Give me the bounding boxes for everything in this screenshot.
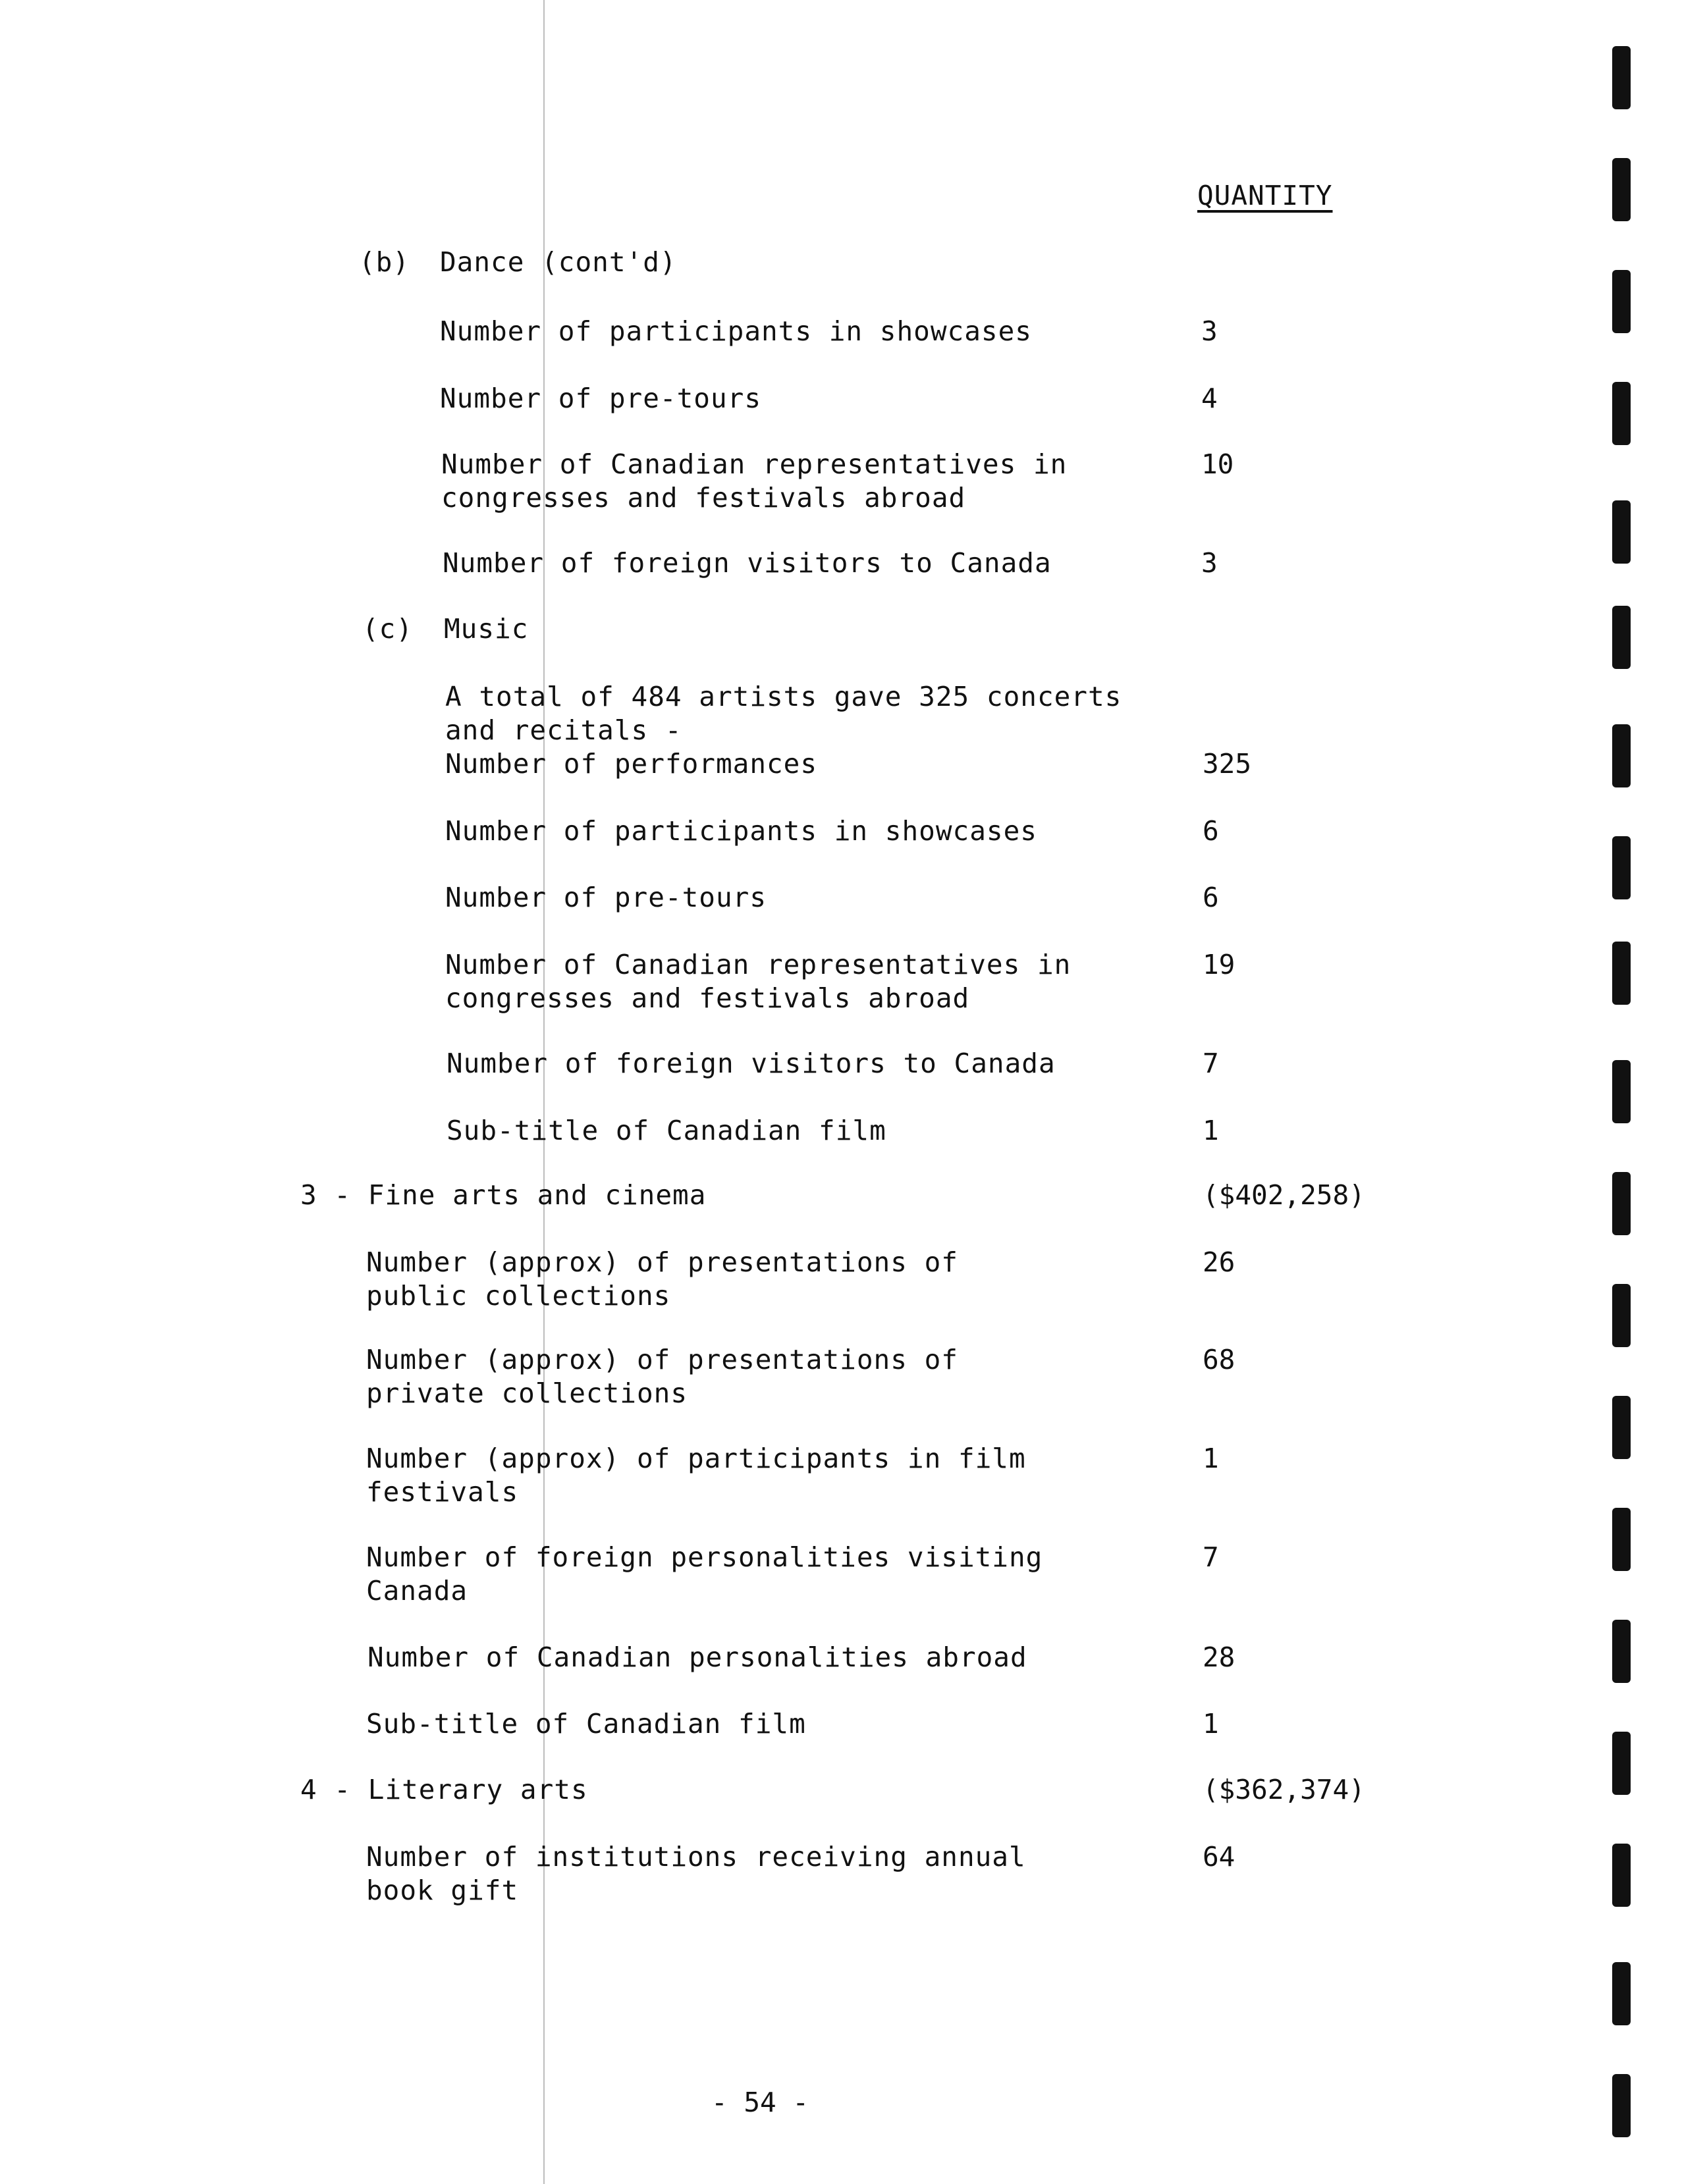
dance-row-qty: 4 (1201, 383, 1218, 414)
binding-hole-mark (1612, 270, 1631, 333)
literary-row-qty: 64 (1203, 1841, 1235, 1873)
music-intro-text: A total of 484 artists gave 325 concerts and recitals - Number of performances (445, 681, 1122, 780)
binding-hole-mark (1612, 1844, 1631, 1907)
dance-row-qty: 3 (1201, 315, 1218, 347)
fine-arts-row-text: Sub-title of Canadian film (366, 1708, 806, 1740)
binding-hole-mark (1612, 1172, 1631, 1235)
fine-arts-title: 3 - Fine arts and cinema (300, 1179, 707, 1211)
binding-hole-mark (1612, 500, 1631, 564)
music-row-text: Number of foreign visitors to Canada (447, 1048, 1056, 1079)
dance-row-qty: 10 (1201, 448, 1234, 480)
page-number: - 54 - (711, 2087, 809, 2118)
binding-hole-mark (1612, 942, 1631, 1005)
binding-hole-mark (1612, 1620, 1631, 1683)
binding-hole-mark (1612, 1060, 1631, 1123)
binding-hole-mark (1612, 1284, 1631, 1347)
binding-hole-mark (1612, 606, 1631, 669)
binding-hole-mark (1612, 46, 1631, 109)
dance-row-text: Number of Canadian representatives in congresses and festivals abroad (441, 448, 1068, 514)
dance-row-text: Number of pre-tours (440, 383, 761, 414)
music-row-qty: 19 (1203, 949, 1235, 980)
music-row-qty: 1 (1203, 1115, 1219, 1146)
music-row-qty: 6 (1203, 815, 1219, 847)
fine-arts-row-qty: 7 (1203, 1541, 1219, 1573)
fine-arts-amount: ($402,258) (1203, 1179, 1365, 1211)
binding-hole-mark (1612, 1396, 1631, 1459)
literary-arts-title: 4 - Literary arts (300, 1774, 588, 1805)
dance-row-text: Number of foreign visitors to Canada (443, 547, 1052, 579)
music-row-text: Number of Canadian representatives in congresses and festivals abroad (445, 949, 1072, 1014)
binding-hole-mark (1612, 1962, 1631, 2025)
binding-hole-mark (1612, 158, 1631, 221)
music-row-text: Number of pre-tours (445, 882, 767, 913)
binding-hole-mark (1612, 2074, 1631, 2137)
music-intro-qty: 325 (1203, 748, 1252, 780)
music-row-qty: 7 (1203, 1048, 1219, 1079)
section-b-label: (b) (359, 246, 410, 278)
fine-arts-row-text: Number (approx) of presentations of private collections (366, 1344, 958, 1409)
fine-arts-row-text: Number of foreign personalities visiting Canada (366, 1541, 1043, 1607)
fine-arts-row-qty: 1 (1203, 1443, 1219, 1474)
fine-arts-row-qty: 1 (1203, 1708, 1219, 1740)
dance-row-qty: 3 (1201, 547, 1218, 579)
section-b-title: Dance (cont'd) (440, 246, 677, 278)
section-c-title: Music (444, 613, 529, 645)
fine-arts-row-qty: 26 (1203, 1246, 1235, 1278)
binding-hole-mark (1612, 1732, 1631, 1795)
music-row-qty: 6 (1203, 882, 1219, 913)
music-row-text: Number of participants in showcases (445, 815, 1037, 847)
binding-hole-mark (1612, 382, 1631, 445)
fine-arts-row-text: Number (approx) of participants in film festivals (366, 1443, 1026, 1508)
section-c-label: (c) (362, 613, 414, 645)
fine-arts-row-text: Number of Canadian personalities abroad (367, 1641, 1027, 1673)
literary-row-text: Number of institutions receiving annual book gift (366, 1841, 1026, 1906)
binding-hole-mark (1612, 724, 1631, 787)
quantity-column-header: QUANTITY (1197, 180, 1333, 211)
binding-hole-mark (1612, 1508, 1631, 1571)
fine-arts-row-text: Number (approx) of presentations of public collections (366, 1246, 958, 1312)
fine-arts-row-qty: 28 (1203, 1641, 1235, 1673)
fine-arts-row-qty: 68 (1203, 1344, 1235, 1375)
binding-hole-mark (1612, 836, 1631, 899)
music-row-text: Sub-title of Canadian film (447, 1115, 886, 1146)
literary-arts-amount: ($362,374) (1203, 1774, 1365, 1805)
dance-row-text: Number of participants in showcases (440, 315, 1032, 347)
